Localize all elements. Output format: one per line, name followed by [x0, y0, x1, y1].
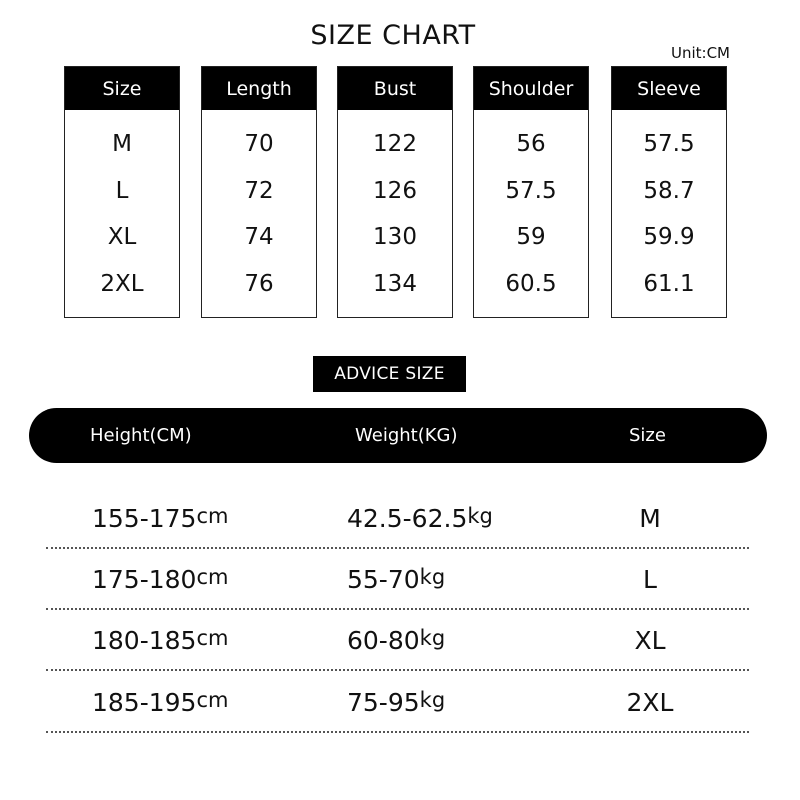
- weight-unit: kg: [419, 565, 446, 589]
- column-header: Length: [202, 67, 316, 110]
- table-cell: 60.5: [505, 270, 557, 297]
- height-value: [92, 688, 228, 717]
- column-shoulder: [473, 66, 589, 318]
- column-header: Sleeve: [612, 67, 726, 110]
- table-cell: 58.7: [643, 177, 695, 204]
- table-cell: XL: [107, 224, 137, 251]
- size-value: XL: [634, 626, 666, 655]
- height-unit: cm: [196, 626, 229, 650]
- table-cell: 57.5: [505, 177, 557, 204]
- table-cell: 70: [244, 131, 274, 158]
- column-header: Size: [65, 67, 179, 110]
- height-value: [92, 565, 228, 594]
- height-range: 175-180: [92, 565, 197, 594]
- table-cell: 76: [244, 270, 274, 297]
- column-size: [64, 66, 180, 318]
- column-bust: [337, 66, 453, 318]
- height-range: 180-185: [92, 626, 197, 655]
- weight-value: [347, 626, 445, 655]
- weight-value: [347, 688, 445, 717]
- column-length: [201, 66, 317, 318]
- weight-value: [347, 565, 445, 594]
- column-header: Shoulder: [474, 67, 588, 110]
- advice-header-bar: [29, 408, 767, 463]
- weight-value: [347, 504, 493, 533]
- header-height: Height(CM): [90, 425, 192, 446]
- weight-range: 55-70: [347, 565, 420, 594]
- height-unit: cm: [196, 504, 229, 528]
- size-chart-title: SIZE CHART: [310, 20, 476, 51]
- table-cell: 56: [516, 131, 546, 158]
- column-header: Bust: [338, 67, 452, 110]
- weight-range: 75-95: [347, 688, 420, 717]
- size-value: L: [643, 565, 657, 594]
- height-range: 155-175: [92, 504, 197, 533]
- weight-range: 60-80: [347, 626, 420, 655]
- table-cell: 122: [373, 131, 417, 158]
- height-unit: cm: [196, 688, 229, 712]
- table-cell: 134: [373, 270, 417, 297]
- table-cell: 59.9: [643, 224, 695, 251]
- table-cell: 59: [516, 224, 546, 251]
- dotted-divider: [46, 731, 749, 733]
- size-value: M: [639, 504, 661, 533]
- table-cell: 74: [244, 224, 274, 251]
- table-cell: 57.5: [643, 131, 695, 158]
- table-cell: 130: [373, 224, 417, 251]
- column-sleeve: [611, 66, 727, 318]
- height-value: [92, 504, 228, 533]
- table-row: [46, 672, 749, 733]
- table-cell: L: [115, 177, 129, 204]
- weight-unit: kg: [419, 688, 446, 712]
- table-row: [46, 549, 749, 610]
- header-size: Size: [629, 425, 666, 446]
- dotted-divider: [46, 669, 749, 671]
- table-cell: 72: [244, 177, 274, 204]
- advice-size-label: ADVICE SIZE: [313, 356, 466, 392]
- table-row: [46, 488, 749, 549]
- table-cell: 61.1: [643, 270, 695, 297]
- table-cell: 2XL: [100, 270, 144, 297]
- header-weight: Weight(KG): [355, 425, 458, 446]
- size-value: 2XL: [626, 688, 674, 717]
- height-unit: cm: [196, 565, 229, 589]
- unit-label: Unit:CM: [670, 44, 730, 62]
- weight-unit: kg: [419, 626, 446, 650]
- weight-unit: kg: [467, 504, 493, 528]
- height-value: [92, 626, 228, 655]
- table-cell: 126: [373, 177, 417, 204]
- table-row: [46, 610, 749, 671]
- weight-range: 42.5-62.5: [347, 504, 468, 533]
- table-cell: M: [112, 131, 132, 158]
- height-range: 185-195: [92, 688, 197, 717]
